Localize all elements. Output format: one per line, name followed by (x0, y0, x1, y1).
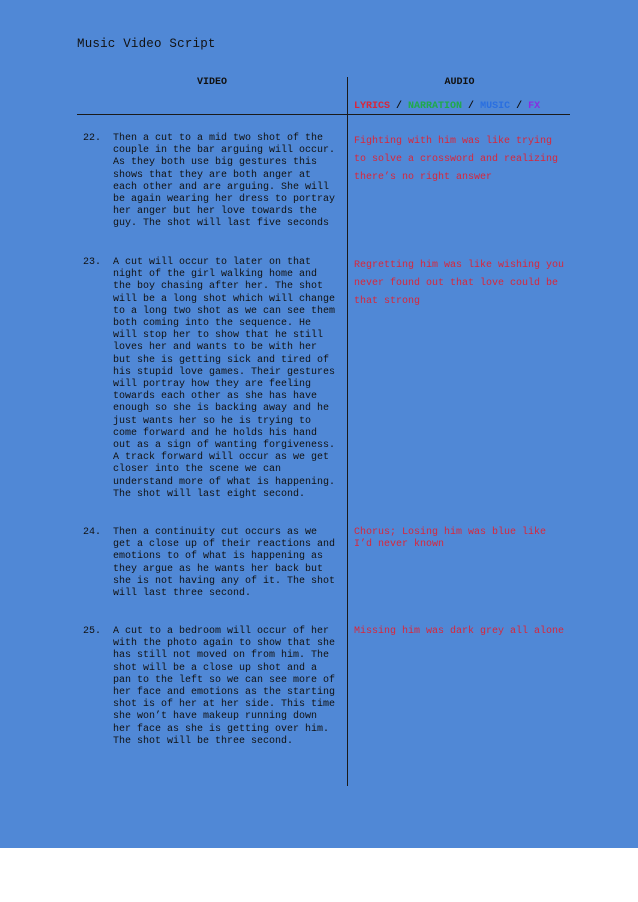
video-description: Then a continuity cut occurs as we get a close up of their reactions and emotions to of what is happening as they argue as he wants her back but she is not having any of it. The shot will last three second. (113, 527, 336, 600)
audio-lyrics: Fighting with him was like trying to solve a crossword and realizing there’s no right answer (354, 136, 559, 183)
audio-column-header: AUDIO (444, 77, 475, 88)
legend-narration: NARRATION (408, 101, 463, 112)
row-number: 22. (83, 133, 102, 144)
legend-separator: / (390, 101, 409, 112)
document-title: Music Video Script (77, 37, 216, 51)
row-number: 25. (83, 626, 102, 637)
video-column-header: VIDEO (196, 77, 227, 88)
video-description: A cut to a bedroom will occur of her with the photo again to show that she has still not moved on from him. The shot will be a close up shot and a pan to the left so we can see more of her face and emotions as the starting shot is of her at her side. This time she won’t have makeup running down her face as she is getting over him. The shot will be three second. (113, 626, 336, 747)
audio-lyrics: Regretting him was like wishing you never found out that love could be that strong (354, 260, 565, 307)
legend-separator: / (510, 101, 529, 112)
video-description: Then a cut to a mid two shot of the couple in the bar arguing will occur. As they both use big gestures this shows that they are both anger at each other and are arguing. She will be again wearing her dress to portray her anger but her love towards the guy. The shot will last five seconds (113, 133, 336, 230)
column-divider (347, 77, 348, 786)
row-number: 24. (83, 527, 102, 538)
legend-music: MUSIC (480, 101, 511, 112)
video-description: A cut will occur to later on that night of the girl walking home and the boy chasing after her. The shot will be a long shot which will change to a long two shot as we can see them both coming into the sequence. He will stop her to show that he still loves her and wants to be with her but she is getting sick and tired of his stupid love games. Their gestures will portray how they are feeling towards each other as she has have enough so she is backing away and he just wants her so he is trying to come forward and he holds his hand out as a sign of wanting forgiveness. A track forward will occur as we get closer into the scene we can understand more of what is happening. The shot will last eight second. (113, 257, 336, 500)
audio-legend (354, 101, 540, 112)
row-number: 23. (83, 257, 102, 268)
legend-fx: FX (528, 101, 541, 112)
legend-separator: / (462, 101, 481, 112)
header-divider (77, 114, 570, 115)
audio-lyrics: Chorus; Losing him was blue like I’d never known (354, 527, 547, 551)
legend-lyrics: LYRICS (354, 101, 391, 112)
audio-lyrics: Missing him was dark grey all alone (354, 626, 565, 637)
